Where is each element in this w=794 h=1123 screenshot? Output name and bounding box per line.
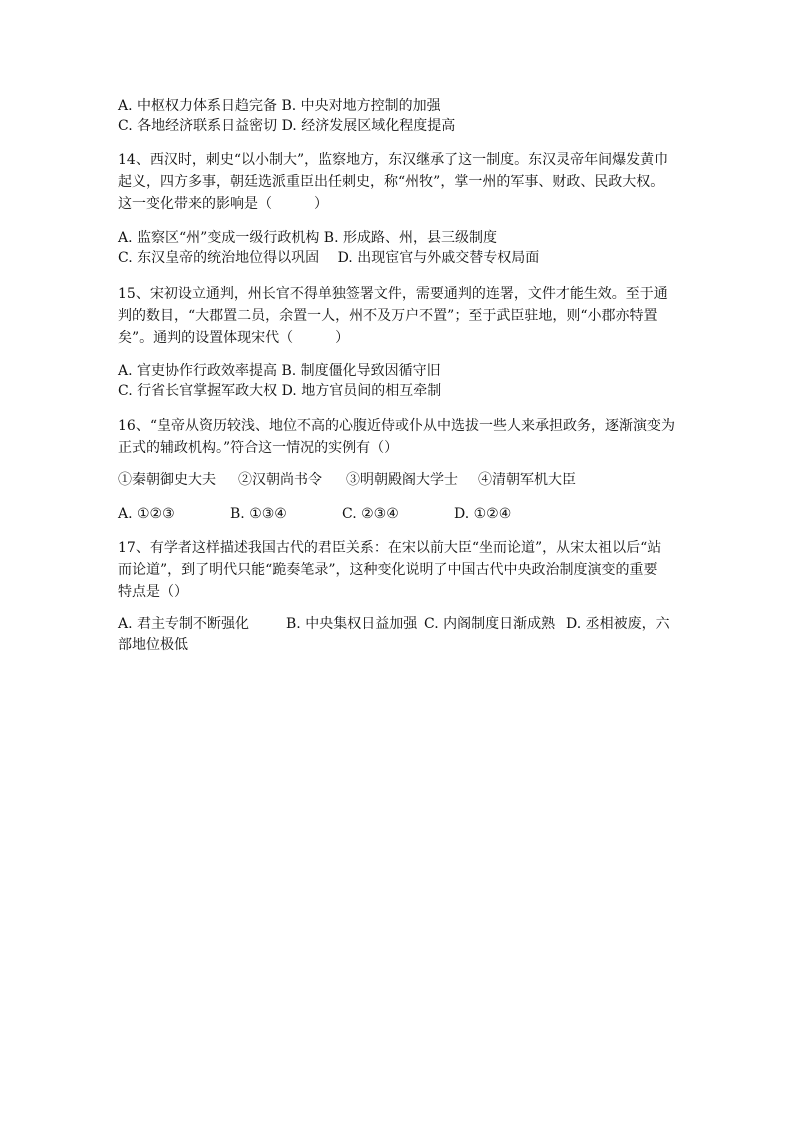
q15-stem-line-1: 15、宋初设立通判，州长官不得单独签署文件，需要通判的连署，文件才能生效。至于通 <box>118 286 668 302</box>
q16-item-1: ①秦朝御史大夫 <box>118 472 216 488</box>
q14-option-line-2: C. 东汉皇帝的统治地位得以巩固 D. 出现宦官与外戚交替专权局面 <box>118 250 540 266</box>
q17-option-c: C. 内阁制度日渐成熟 <box>424 616 556 632</box>
q16-option-a: A. ①②③ <box>118 506 175 522</box>
q16-item-2: ②汉朝尚书令 <box>238 472 322 488</box>
q16-item-4: ④清朝军机大臣 <box>478 472 576 488</box>
q17-option-d: D. 丞相被废，六 <box>566 616 670 632</box>
q17-option-b: B. 中央集权日益加强 <box>286 616 418 632</box>
q17-option-d-continued: 部地位极低 <box>118 637 188 653</box>
q16-stem-line-1: 16、“皇帝从资历较浅、地位不高的心腹近侍或仆从中选拔一些人来承担政务，逐渐演变为 <box>118 418 675 434</box>
q16-option-d: D. ①②④ <box>454 506 512 522</box>
q15-option-line-2: C. 行省长官掌握军政大权 D. 地方官员间的相互牵制 <box>118 383 442 399</box>
q13-option-line-1: A. 中枢权力体系日趋完备 B. 中央对地方控制的加强 <box>118 98 441 114</box>
q15-stem-line-2: 判的数目，“大郡置二员，余置一人，州不及万户不置”；至于武臣驻地，则“小郡亦特置 <box>118 308 658 324</box>
q14-stem-line-1: 14、西汉时，刺史“以小制大”，监察地方，东汉继承了这一制度。东汉灵帝年间爆发黄巾 <box>118 152 669 168</box>
q13-option-line-2: C. 各地经济联系日益密切 D. 经济发展区域化程度提高 <box>118 118 456 134</box>
q16-stem-line-2: 正式的辅政机构。”符合这一情况的实例有（） <box>118 440 399 456</box>
q17-option-a: A. 君主专制不断强化 <box>118 616 250 632</box>
q15-option-line-1: A. 官吏协作行政效率提高 B. 制度僵化导致因循守旧 <box>118 363 441 379</box>
q14-option-line-1: A. 监察区“州”变成一级行政机构 B. 形成路、州，县三级制度 <box>118 230 497 246</box>
q16-item-3: ③明朝殿阁大学士 <box>346 472 458 488</box>
q14-stem-line-3: 这一变化带来的影响是（ ） <box>118 196 328 212</box>
q17-stem-line-3: 特点是（） <box>118 584 188 600</box>
q17-stem-line-2: 而论道”，到了明代只能“跪奏笔录”，这种变化说明了中国古代中央政治制度演变的重要 <box>118 562 658 578</box>
q16-option-b: B. ①③④ <box>230 506 287 522</box>
q14-stem-line-2: 起义，四方多事，朝廷选派重臣出任刺史，称“州牧”，掌一州的军事、财政、民政大权。 <box>118 174 665 190</box>
q15-stem-line-3: 矣”。通判的设置体现宋代（ ） <box>118 330 350 346</box>
q16-option-c: C. ②③④ <box>342 506 399 522</box>
q17-stem-line-1: 17、有学者这样描述我国古代的君臣关系：在宋以前大臣“坐而论道”，从宋太祖以后“站 <box>118 540 662 556</box>
